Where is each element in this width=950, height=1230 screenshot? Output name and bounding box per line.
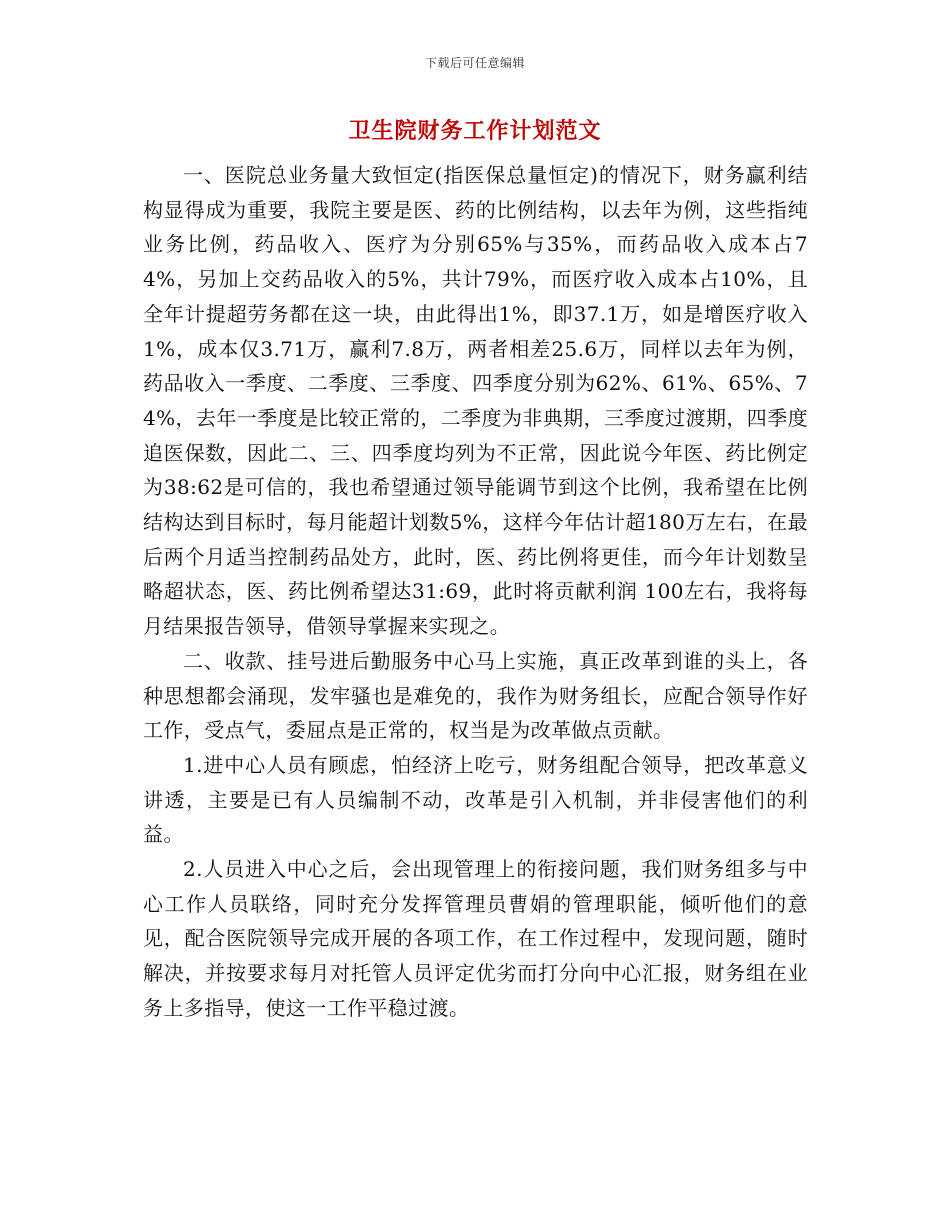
paragraph-3: 1.进中心人员有顾虑，怕经济上吃亏，财务组配合领导，把改革意义讲透，主要是已有人员编制不动，改革是引入机制，并非侵害他们的利益。 (143, 752, 808, 847)
paragraph-4: 2.人员进入中心之后，会出现管理上的衔接问题，我们财务组多与中心工作人员联络，同时充分发挥管理员曹娟的管理职能，倾听他们的意见，配合医院领导完成开展的各项工作，在工作过程中，发现问题，随时解决，并按要求每月对托管人员评定优劣而打分向中心汇报，财务组在业务上多指导，使这一工作平稳过渡。 (143, 857, 808, 1020)
document-title: 卫生院财务工作计划范文 (348, 118, 602, 144)
paragraph-1: 一、医院总业务量大致恒定(指医保总量恒定)的情况下，财务赢利结构显得成为重要，我院主要是医、药的比例结构，以去年为例，这些指纯业务比例，药品收入、医疗为分别65%与35%，而药品收入成本占74%，另加上交药品收入的5%，共计79%，而医疗收入成本占10%，且全年计提超劳务都在这一块，由此得出1%，即37.1万，如是增医疗收入1%，成本仅3.71万，赢利7.8万，两者相差25.6万，同样以去年为例，药品收入一季度、二季度、三季度、四季度分别为62%、61%、65%、74%，去年一季度是比较正常的，二季度为非典期，三季度过渡期，四季度追医保数，因此二、三、四季度均列为不正常，因此说今年医、药比例定为38:62是可信的，我也希望通过领导能调节到这个比例，我希望在比例结构达到目标时，每月能超计划数5%，这样今年估计超180万左右，在最后两个月适当控制药品处方，此时，医、药比例将更佳，而今年计划数呈略超状态，医、药比例希望达31:69，此时将贡献利润 100左右，我将每月结果报告领导，借领导掌握来实现之。 (143, 163, 808, 639)
document-body (143, 158, 808, 1026)
paragraph-2: 二、收款、挂号进后勤服务中心马上实施，真正改革到谁的头上，各种思想都会涌现，发牢骚也是难免的，我作为财务组长，应配合领导作好工作，受点气，委屈点是正常的，权当是为改革做点贡献。 (143, 648, 808, 743)
header-note: 下载后可任意编辑 (424, 56, 525, 70)
